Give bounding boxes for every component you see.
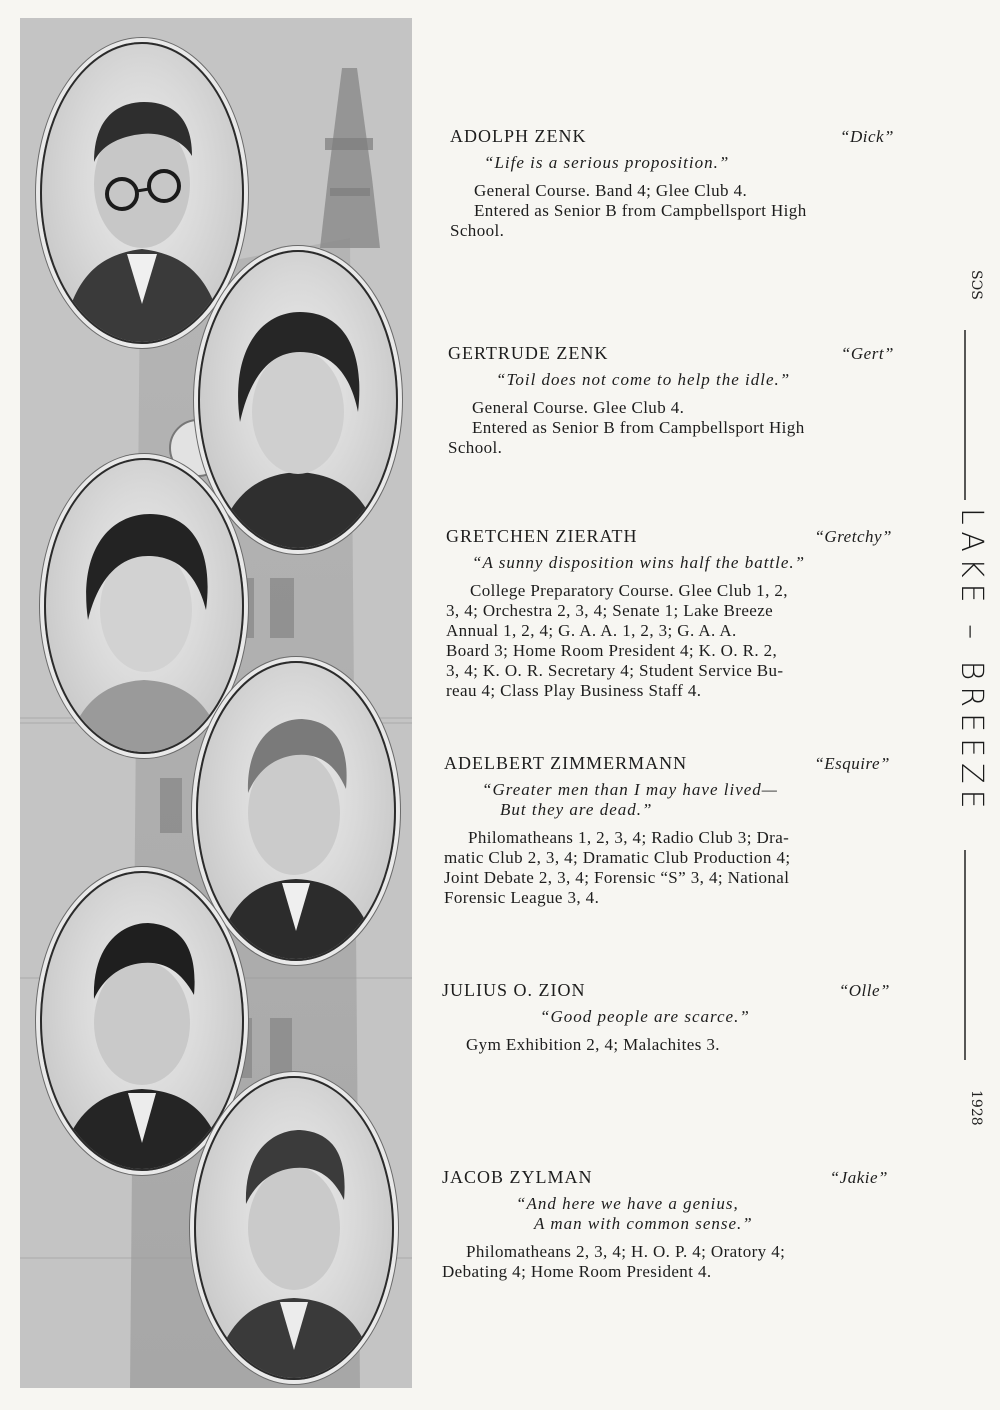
student-nickname: “Gretchy” [814,527,892,546]
activities-line: College Preparatory Course. Glee Club 1, 2, [470,581,788,600]
ornament-top-letters: SƆS [968,270,984,300]
activities-line: Debating 4; Home Room President 4. [442,1262,712,1281]
portrait-figure [196,1078,392,1378]
entry-header [448,343,894,364]
student-quote [442,1007,890,1027]
quote-line: “A sunny disposition wins half the battle.” [472,553,806,572]
student-activities [446,581,892,701]
activities-line: Forensic League 3, 4. [444,888,600,907]
ornament-year: 1928 [968,1090,984,1126]
student-quote [450,153,894,173]
activities-line: 3, 4; K. O. R. Secretary 4; Student Service Bu- [446,661,784,680]
student-nickname: “Olle” [838,981,890,1000]
student-nickname: “Esquire” [814,754,890,773]
student-name: ADOLPH ZENK [450,126,587,146]
student-activities [444,828,890,908]
activities-line: reau 4; Class Play Business Staff 4. [446,681,702,700]
activities-line: matic Club 2, 3, 4; Dramatic Club Production 4; [444,848,791,867]
quote-line: “Toil does not come to help the idle.” [496,370,791,389]
activities-line: 3, 4; Orchestra 2, 3, 4; Senate 1; Lake Breeze [446,601,774,620]
entry-header [446,526,892,547]
quote-line: “Greater men than I may have lived— [482,780,778,799]
photo-panel [20,18,412,1388]
student-name: ADELBERT ZIMMERMANN [444,753,688,773]
student-quote [448,370,894,390]
lake-breeze-1928-ornament [940,270,990,1170]
ornament-rule-bottom [960,850,970,1060]
student-nickname: “Dick” [840,127,894,146]
student-nickname: “Jakie” [829,1168,888,1187]
activities-line: General Course. Band 4; Glee Club 4. [474,181,748,200]
senior-entry [450,126,894,241]
student-quote [444,780,890,820]
student-activities [442,1242,888,1282]
entry-header [450,126,894,147]
student-name: GERTRUDE ZENK [448,343,609,363]
student-name: GRETCHEN ZIERATH [446,526,638,546]
senior-entry [442,980,890,1055]
activities-line: Joint Debate 2, 3, 4; Forensic “S” 3, 4; National [444,868,790,887]
entry-header [442,1167,888,1188]
activities-line: General Course. Glee Club 4. [472,398,685,417]
activities-line: Entered as Senior B from Campbellsport High [474,201,807,220]
activities-line: Philomatheans 1, 2, 3, 4; Radio Club 3; Dra- [468,828,790,847]
student-name: JACOB ZYLMAN [442,1167,593,1187]
quote-line: “And here we have a genius, [516,1194,739,1213]
ornament-rule-top [960,330,970,500]
activities-line: Board 3; Home Room President 4; K. O. R. 2, [446,641,778,660]
portrait-jacob-zylman [194,1076,394,1380]
activities-line: Entered as Senior B from Campbellsport High [472,418,805,437]
quote-line: “Life is a serious proposition.” [484,153,730,172]
student-activities [448,398,894,458]
student-activities [450,181,894,241]
quote-line: But they are dead.” [500,800,653,819]
senior-entry [446,526,892,701]
quote-line: “Good people are scarce.” [540,1007,750,1026]
entry-header [442,980,890,1001]
student-quote [442,1194,888,1234]
student-nickname: “Gert” [840,344,894,363]
activities-line: School. [450,221,505,240]
senior-entry [442,1167,888,1282]
activities-line: School. [448,438,503,457]
ornament-word: LAKE – BREEZE [954,508,989,815]
activities-line: Philomatheans 2, 3, 4; H. O. P. 4; Oratory 4; [466,1242,786,1261]
activities-line: Annual 1, 2, 4; G. A. A. 1, 2, 3; G. A. A. [446,621,737,640]
senior-entry [444,753,890,908]
student-name: JULIUS O. ZION [442,980,586,1000]
student-quote [446,553,892,573]
entry-header [444,753,890,774]
senior-entry [448,343,894,458]
student-activities [442,1035,890,1055]
activities-line: Gym Exhibition 2, 4; Malachites 3. [466,1035,720,1054]
quote-line: A man with common sense.” [534,1214,753,1233]
